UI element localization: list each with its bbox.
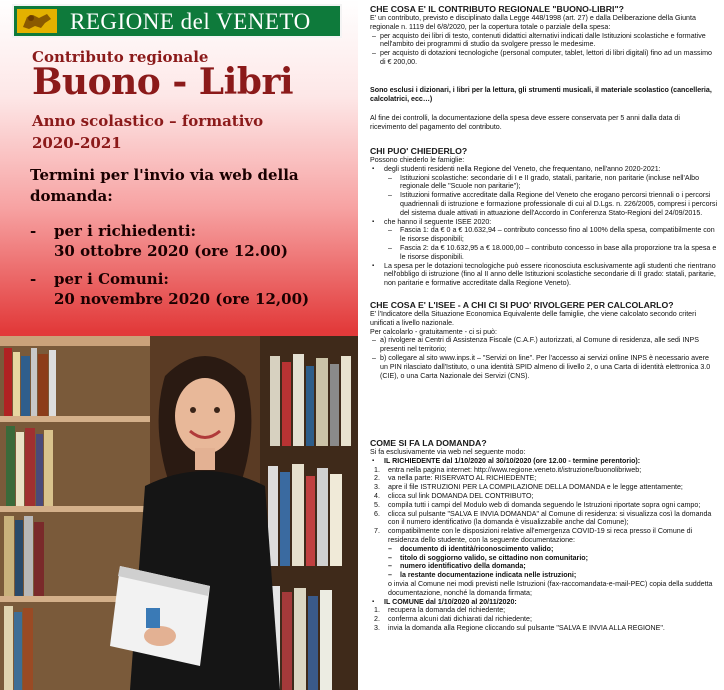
document-item: – numero identificativo della domanda; bbox=[370, 562, 718, 571]
poster-panel bbox=[0, 0, 358, 690]
numbered-step: 3. apre il file ISTRUZIONI PER LA COMPILAZIONE DELLA DOMANDA e le legge attentamente; bbox=[374, 483, 683, 492]
section-title: CHI PUO' CHIEDERLO? bbox=[370, 146, 468, 156]
numbered-step: 6. clicca sul pulsante "SALVA E INVIA DOMANDA" al Comune di residenza: si visualizza così la domanda con il numero identificativo (la domanda è visualizzabile anche dal Comune); bbox=[374, 509, 712, 527]
list-item: – Istituzioni formative accreditate dalla Regione del Veneto che erogano percorsi triennali o i percorsi quadriennali di istruzione e formazione professionale di cui al D.Lgs. n. 226/2005, compresi i percorsi del sistema duale attivati in attuazione dell'Accordo in Conferenza Stato-Regioni del 24/09/2015. bbox=[370, 191, 718, 217]
paragraph: Si fa esclusivamente via web nel seguente modo: bbox=[370, 448, 526, 456]
section-title: CHE COSA E' IL CONTRIBUTO REGIONALE "BUONO-LIBRI"? bbox=[370, 4, 624, 14]
list-item: ▪ IL RICHIEDENTE dal 1/10/2020 al 30/10/2020 (ore 12.00 - termine perentorio): bbox=[370, 457, 718, 466]
list-item: – a) rivolgere ai Centri di Assistenza Fiscale (C.A.F.) autorizzati, al Comune di residenza, alle sedi INPS presenti nel territorio; bbox=[370, 336, 718, 354]
regione-veneto-logo bbox=[12, 4, 342, 38]
numbered-step: 1. recupera la domanda del richiedente; bbox=[374, 606, 506, 615]
numbered-step: 7. compatibilmente con le disposizioni relative all'emergenza COVID-19 si reca presso il Comune di residenza dello studente, con la seguente documentazione: bbox=[374, 527, 693, 544]
list-item: ▪ La spesa per le dotazioni tecnologiche può essere riconosciuta esclusivamente agli studenti che rientrano nell'obbligo di istruzione (fino al II anno delle Istituzioni scolastiche secondarie di II grado: statali, paritarie, non paritarie e formative accreditate dalla Regione Veneto). bbox=[370, 262, 718, 288]
list-item: ▪ IL COMUNE dal 1/10/2020 al 20/11/2020: bbox=[370, 598, 718, 607]
numbered-step: 1. entra nella pagina internet: http://www.regione.veneto.it/istruzione/buonolibriweb; bbox=[374, 465, 642, 474]
poster-title: Buono - Libri bbox=[32, 61, 294, 103]
paragraph: o invia al Comune nei modi previsti nelle Istruzioni (fax-raccomandata-e-mail-PEC) copia della suddetta documentazione, nonché la domanda firmata; bbox=[388, 579, 713, 597]
school-year-label: Anno scolastico – formativo bbox=[32, 112, 264, 130]
paragraph: E' un contributo, previsto e disciplinato dalla Legge 448/1998 (art. 27) e dalla Deliberazione della Giunta regionale n. 1119 del 6/8/2020, per la copertura totale o parziale della spesa: bbox=[370, 14, 696, 31]
paragraph: E' l'Indicatore della Situazione Economica Equivalente delle famiglie, che viene calcolato secondo criteri unificati a livello nazionale. bbox=[370, 310, 697, 327]
section-title: CHE COSA E' L'ISEE - A CHI CI SI PUO' RIVOLGERE PER CALCOLARLO? bbox=[370, 300, 674, 310]
logo-text: REGIONE del VENETO bbox=[70, 9, 311, 34]
list-item: – Fascia 1: da € 0 a € 10.632,94 – contributo concesso fino al 100% della spesa, compatibilmente con le risorse disponibili; bbox=[370, 226, 718, 244]
paragraph: Possono chiederlo le famiglie: bbox=[370, 156, 465, 164]
deadline-bullet: - bbox=[30, 270, 37, 288]
list-item: ▪ degli studenti residenti nella Regione del Veneto, che frequentano, nell'anno 2020-2021: bbox=[370, 165, 718, 174]
terms-heading: Termini per l'invio via web della bbox=[30, 166, 299, 184]
poster-subtitle: Contributo regionale bbox=[32, 48, 209, 66]
document-item: – la restante documentazione indicata nelle istruzioni; bbox=[370, 571, 718, 580]
list-item: ▪ che hanno il seguente ISEE 2020: bbox=[370, 218, 718, 227]
section-title: COME SI FA LA DOMANDA? bbox=[370, 438, 487, 448]
paragraph: Per calcolarlo - gratuitamente - ci si può: bbox=[370, 327, 497, 336]
deadline-label: per i richiedenti: bbox=[54, 222, 197, 240]
terms-heading-2: domanda: bbox=[30, 187, 113, 205]
deadline-bullet: - bbox=[30, 222, 37, 240]
list-item: – Istituzioni scolastiche: secondarie di I e II grado, statali, paritarie, non paritarie (incluse nell'Albo regionale delle "Scuole non paritarie"); bbox=[370, 174, 718, 192]
numbered-step: 3. invia la domanda alla Regione cliccando sul pulsante "SALVA E INVIA ALLA REGIONE". bbox=[374, 623, 665, 632]
document-item: – documento di identità/riconoscimento valido; bbox=[370, 545, 718, 554]
deadline-date: 30 ottobre 2020 (ore 12.00) bbox=[54, 242, 288, 260]
numbered-step: 5. compila tutti i campi del Modulo web di domanda seguendo le Istruzioni riportate sopra ogni campo; bbox=[374, 500, 701, 509]
list-item: – Fascia 2: da € 10.632,95 a € 18.000,00 – contributo concesso in base alla proporzione tra la spesa e le risorse disponibili. bbox=[370, 244, 718, 262]
list-item: – per acquisto dei libri di testo, contenuti didattici alternativi indicati dalle Istituzioni scolastiche e formative nell'ambito dei programmi di studio da svolgere presso le medesime. bbox=[370, 32, 718, 50]
lion-of-st-mark-icon bbox=[17, 9, 57, 33]
numbered-step: 4. clicca sul link DOMANDA DEL CONTRIBUTO; bbox=[374, 491, 534, 500]
deadline-label: per i Comuni: bbox=[54, 270, 169, 288]
list-item: – b) collegare al sito www.inps.it – "Servizi on line". Per l'accesso ai servizi online INPS è necessario avere un PIN rilasciato dall'Istituto, o una identità SPID almeno di livello 2, o una Carta di identità elettronica 3.0 (CIE), o una Carta Nazionale dei Servizi (CNS). bbox=[370, 354, 718, 380]
student-photo bbox=[0, 336, 358, 690]
school-year-value: 2020-2021 bbox=[32, 134, 122, 152]
deadline-date: 20 novembre 2020 (ore 12,00) bbox=[54, 290, 310, 308]
document-item: – titolo di soggiorno valido, se cittadino non comunitario; bbox=[370, 554, 718, 563]
paragraph: Al fine dei controlli, la documentazione della spesa deve essere conservata per 5 anni dalla data di ricevimento del pagamento del contributo. bbox=[370, 114, 680, 131]
numbered-step: 2. va nella parte: RISERVATO AL RICHIEDENTE; bbox=[374, 474, 537, 483]
numbered-step: 2. conferma alcuni dati dichiarati dal richiedente; bbox=[374, 615, 532, 624]
list-item: – per acquisto di dotazioni tecnologiche (personal computer, tablet, lettori di libri digitali) fino ad un massimo di € 200,00. bbox=[370, 49, 718, 67]
exclusion-note: Sono esclusi i dizionari, i libri per la lettura, gli strumenti musicali, il materiale scolastico (cancelleria, calcolatrici, ecc…) bbox=[370, 86, 712, 103]
